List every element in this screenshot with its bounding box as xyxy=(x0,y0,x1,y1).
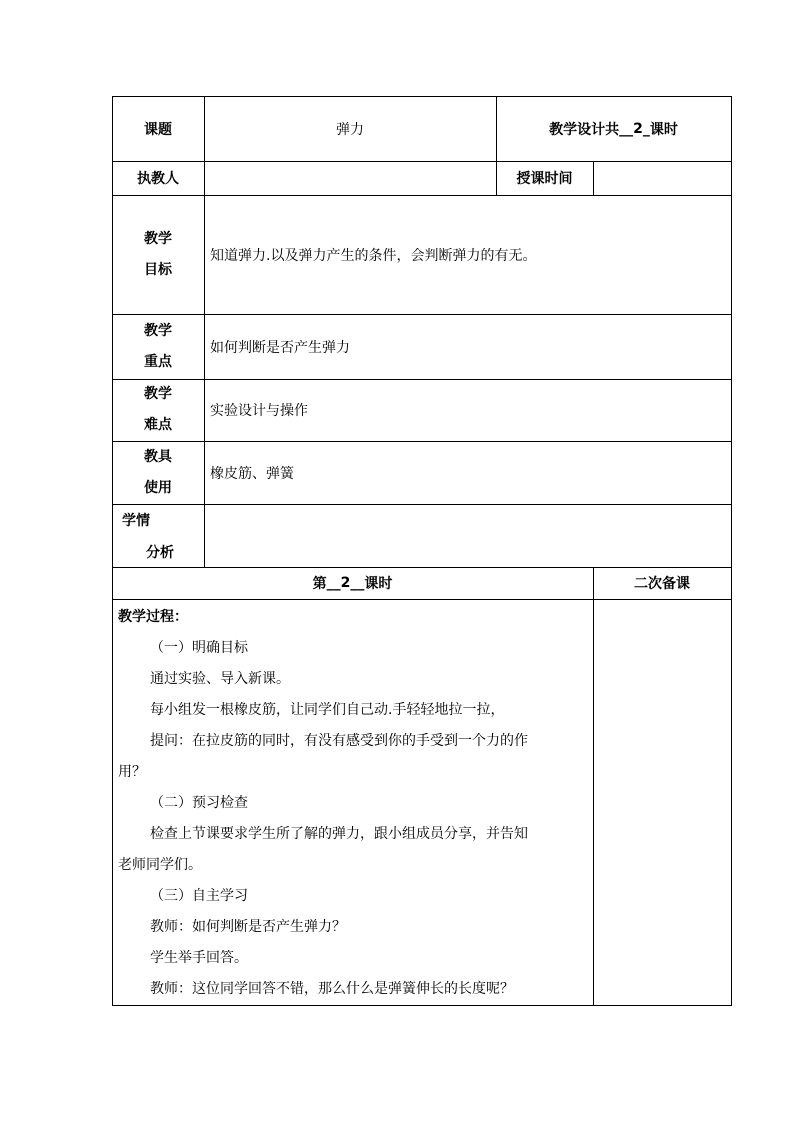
design-prefix: 教学设计共 xyxy=(549,121,620,138)
process-line: 教师：这位同学回答不错，那么什么是弹簧伸长的长度呢？ xyxy=(150,981,514,997)
difficulty-label-cell xyxy=(112,379,205,442)
design-underline-left: __ xyxy=(619,120,634,137)
session-prefix: 第 xyxy=(312,576,327,592)
teacher-value-cell xyxy=(204,161,497,196)
tools-label-cell xyxy=(112,441,205,505)
difficulty-content: 实验设计与操作 xyxy=(210,403,308,419)
design-count-cell xyxy=(496,96,732,162)
difficulty-label-1: 教学 xyxy=(144,386,172,402)
keypoint-label-1: 教学 xyxy=(144,322,172,339)
process-line: 教师：如何判断是否产生弹力？ xyxy=(150,919,346,935)
design-count: 2 xyxy=(633,120,643,137)
tools-label-2: 使用 xyxy=(144,479,172,496)
analysis-label-cell xyxy=(112,504,205,568)
tools-content: 橡皮筋、弹簧 xyxy=(210,465,294,482)
keypoint-label-2: 重点 xyxy=(144,353,172,370)
teacher-label: 执教人 xyxy=(137,171,179,187)
teacher-label-cell xyxy=(112,161,205,196)
objective-label-cell xyxy=(112,195,205,315)
time-value-cell xyxy=(593,161,732,196)
topic-value-cell xyxy=(204,96,497,162)
analysis-label-1: 学情 xyxy=(122,513,150,529)
objective-label-1: 教学 xyxy=(144,230,172,247)
process-line: 提问：在拉皮筋的同时，有没有感受到你的手受到一个力的作 xyxy=(150,733,528,749)
session-underline-right: __ xyxy=(350,575,365,591)
process-line: （一）明确目标 xyxy=(150,640,248,656)
difficulty-label-2: 难点 xyxy=(144,417,172,433)
secondary-prep-label-cell xyxy=(593,567,732,600)
session-underline-left: __ xyxy=(326,575,341,591)
process-line: 通过实验、导入新课。 xyxy=(150,671,290,687)
process-line: 老师同学们。 xyxy=(118,857,202,873)
difficulty-content-cell xyxy=(204,379,732,442)
objective-content: 知道弹力.以及弹力产生的条件，会判断弹力的有无。 xyxy=(210,247,537,264)
topic-value: 弹力 xyxy=(336,121,364,138)
topic-label-cell xyxy=(112,96,205,162)
design-underline-right: _ xyxy=(642,120,650,137)
keypoint-content: 如何判断是否产生弹力 xyxy=(210,339,350,356)
objective-label-2: 目标 xyxy=(144,261,172,278)
process-line: 学生举手回答。 xyxy=(150,950,248,966)
time-label-cell xyxy=(496,161,594,196)
process-line: 用？ xyxy=(118,764,146,780)
tools-label-1: 教具 xyxy=(144,448,172,465)
secondary-prep-cell xyxy=(593,599,732,1006)
session-number: 2 xyxy=(340,575,351,591)
tools-content-cell xyxy=(204,441,732,505)
analysis-label-2: 分析 xyxy=(146,545,174,561)
time-label: 授课时间 xyxy=(516,171,573,187)
process-cell xyxy=(112,599,594,1006)
session-suffix: 课时 xyxy=(364,576,393,592)
process-line: （二）预习检查 xyxy=(150,795,248,811)
process-line: （三）自主学习 xyxy=(150,888,248,904)
topic-label: 课题 xyxy=(144,121,172,138)
process-line: 检查上节课要求学生所了解的弹力，跟小组成员分享，并告知 xyxy=(150,826,528,842)
analysis-content-cell xyxy=(204,504,732,568)
secondary-prep-label: 二次备课 xyxy=(634,576,690,592)
design-suffix: 课时 xyxy=(649,121,678,138)
session-cell xyxy=(112,567,594,600)
keypoint-content-cell xyxy=(204,314,732,380)
process-heading: 教学过程： xyxy=(118,609,188,625)
process-line: 每小组发一根橡皮筋，让同学们自己动.手轻轻地拉一拉， xyxy=(150,702,505,718)
keypoint-label-cell xyxy=(112,314,205,380)
objective-content-cell xyxy=(204,195,732,315)
